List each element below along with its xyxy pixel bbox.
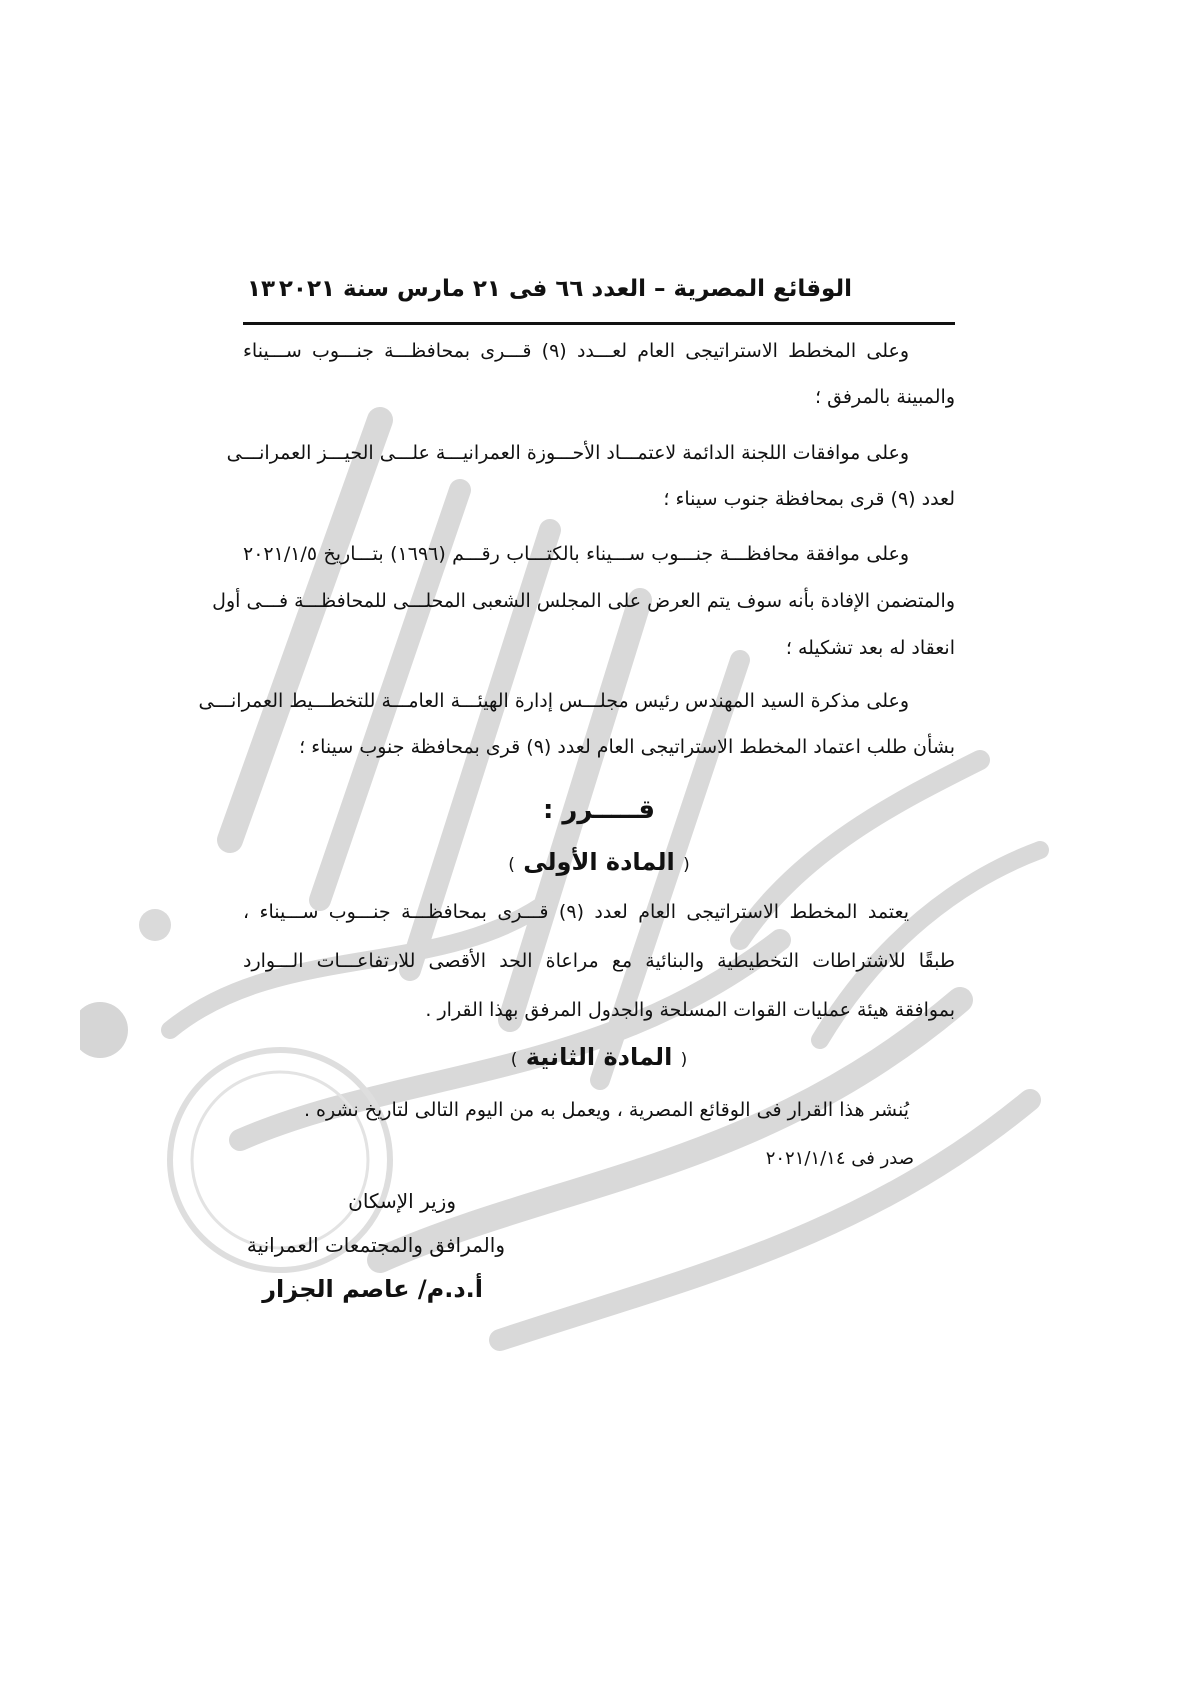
article-one-text — [243, 896, 955, 1026]
text-line: يعتمد المخطط الاستراتيجى العام لعدد (٩) قـــرى بمحافظـــة جنـــوب ســـيناء ، — [243, 901, 909, 923]
page-header — [243, 272, 955, 322]
header-divider — [243, 322, 955, 325]
text-line: وعلى موافقة محافظـــة جنـــوب ســـيناء بالكتـــاب رقـــم (١٦٩٦) بتـــاريخ ٢٠٢١/١/٥ — [243, 543, 909, 565]
text-line: يُنشر هذا القرار فى الوقائع المصرية ، ويعمل به من اليوم التالى لتاريخ نشره . — [303, 1099, 909, 1121]
preamble-paragraph-3 — [212, 538, 955, 668]
article-two-title: المادة الثانية — [525, 1043, 673, 1071]
signatory-title-line-1: وزير الإسكان — [348, 1189, 456, 1213]
page-number: ١٣ — [247, 276, 276, 302]
text-line: وعلى المخطط الاستراتيجى العام لعـــدد (٩) قـــرى بمحافظـــة جنـــوب ســـيناء — [243, 340, 910, 362]
text-line: والمتضمن الإفادة بأنه سوف يتم العرض على المجلس الشعبى المحلـــى للمحافظـــة فـــى أول — [212, 590, 955, 612]
text-line: انعقاد له بعد تشكيله ؛ — [785, 637, 955, 659]
text-line: طبقًا للاشتراطات التخطيطية والبنائية مع مراعاة الحد الأقصى للارتفاعـــات الـــوارد — [243, 950, 955, 972]
signatory-name: أ.د.م/ عاصم الجزار — [262, 1275, 483, 1303]
text-line: بشأن طلب اعتماد المخطط الاستراتيجى العام لعدد (٩) قرى بمحافظة جنوب سيناء ؛ — [299, 736, 955, 758]
text-line: لعدد (٩) قرى بمحافظة جنوب سيناء ؛ — [663, 488, 955, 510]
article-one-title: المادة الأولى — [523, 848, 675, 876]
header-title: الوقائع المصرية – العدد ٦٦ فى ٢١ مارس سنة ٢٠٢١ — [278, 276, 852, 302]
text-line: وعلى موافقات اللجنة الدائمة لاعتمـــاد الأحـــوزة العمرانيـــة علـــى الحيـــز العمرانـــى — [226, 442, 909, 464]
text-line: وعلى مذكرة السيد المهندس رئيس مجلـــس إدارة الهيئـــة العامـــة للتخطـــيط العمرانـــى — [198, 690, 909, 712]
preamble-paragraph-4 — [198, 685, 955, 765]
article-one-heading: ( المادة الأولى ) — [508, 848, 690, 876]
preamble-paragraph-1 — [243, 335, 955, 415]
preamble-paragraph-2 — [226, 437, 955, 517]
text-line: والمبينة بالمرفق ؛ — [815, 386, 955, 408]
signatory-title-line-2: والمرافق والمجتمعات العمرانية — [246, 1233, 505, 1257]
issued-date: صدر فى ٢٠٢١/١/١٤ — [765, 1148, 914, 1169]
text-line: بموافقة هيئة عمليات القوات المسلحة والجدول المرفق بهذا القرار . — [425, 999, 955, 1021]
decision-heading: قـــــرر : — [542, 795, 656, 825]
article-two-text — [243, 1094, 955, 1134]
article-two-heading: ( المادة الثانية ) — [510, 1043, 688, 1071]
